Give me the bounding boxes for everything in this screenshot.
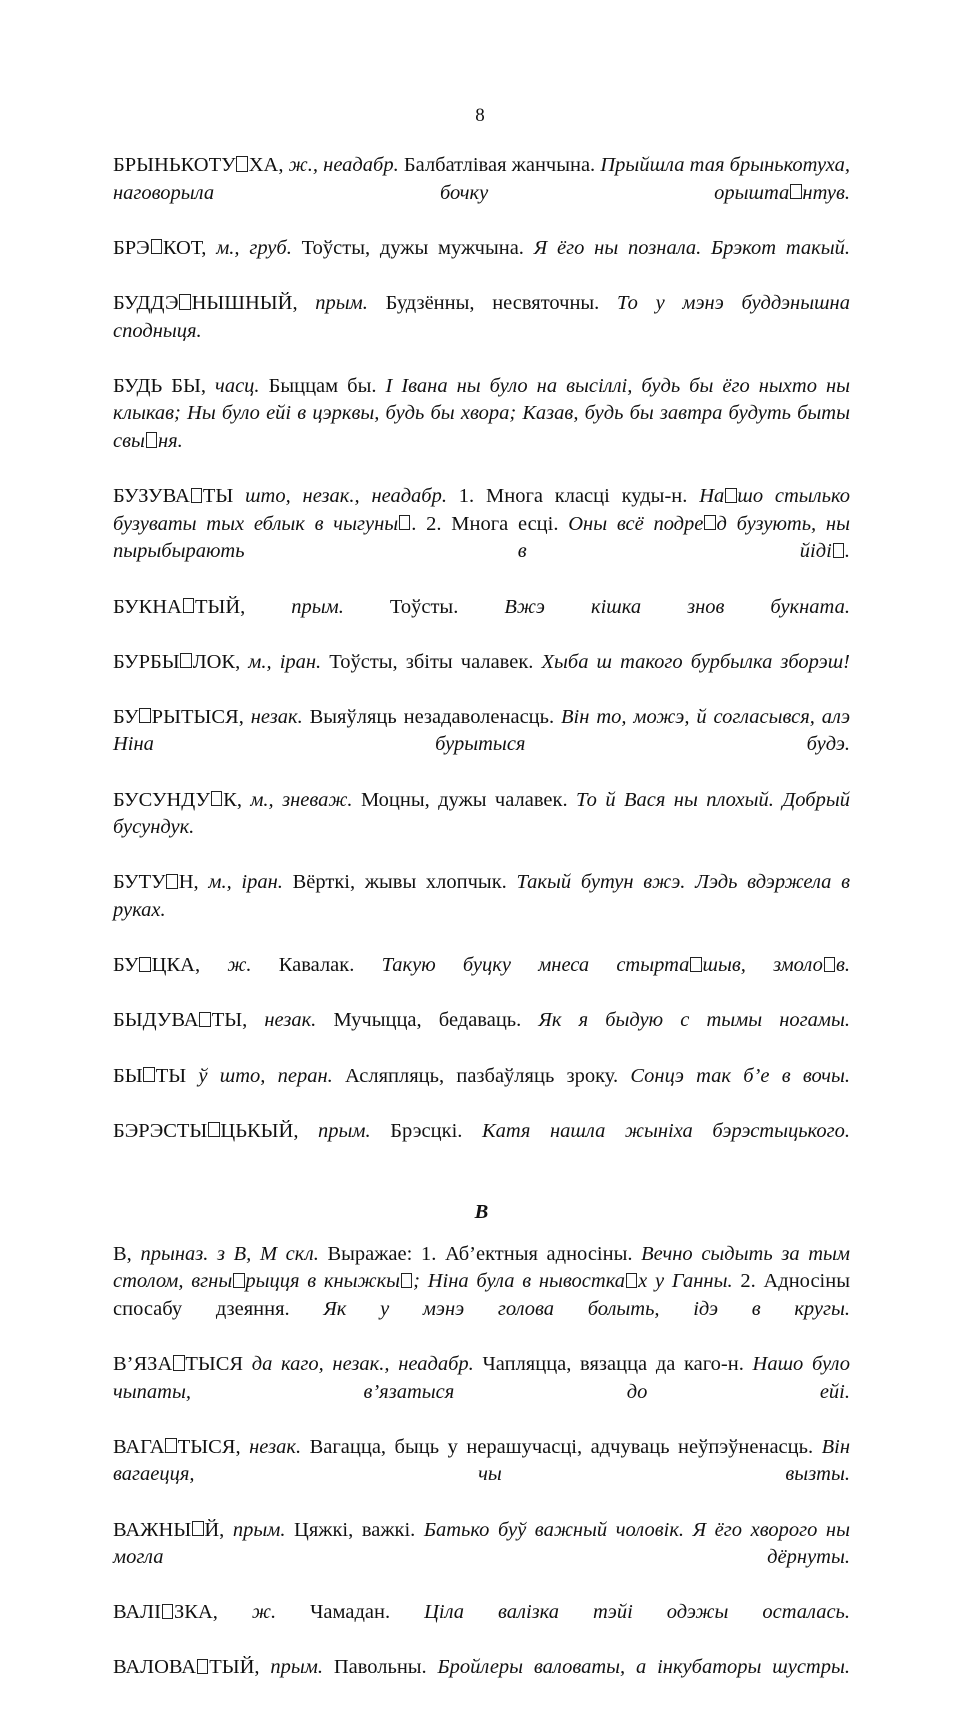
missing-glyph-box-icon [833, 543, 844, 558]
entry-headword: ТЫ, [211, 1009, 265, 1032]
missing-glyph-box-icon [401, 1273, 412, 1288]
entry-grammar-label: прым. [270, 1656, 323, 1679]
missing-glyph-box-icon [151, 239, 162, 254]
missing-glyph-box-icon [139, 957, 150, 972]
entry-example: І Івана ны було на высіллі, будь бы ёго ныхто ны клыкав; Ны було ейі в цэрквы, будь бы хвора; Казав, будь бы завтра будуть быты свы [113, 374, 851, 452]
missing-glyph-box-icon [399, 515, 410, 530]
dictionary-text-block [113, 152, 850, 1710]
entry-definition: Балбатлівая жанчына. [398, 154, 601, 176]
entry-definition: Цяжкі, важкі. [285, 1518, 424, 1541]
entry-headword: К, [223, 788, 251, 811]
entry-grammar-label: ў што, перан. [198, 1064, 333, 1087]
dictionary-entry [113, 787, 850, 870]
entry-headword: БУ [113, 954, 139, 977]
entry-example: То у мэнэ буддэнышна сподныця. [113, 291, 850, 342]
entry-headword: В, [113, 1242, 141, 1265]
missing-glyph-box-icon [162, 1604, 173, 1619]
entry-grammar-label: незак. [264, 1009, 317, 1032]
entry-headword: ВАГА [113, 1435, 165, 1458]
entry-grammar-label: м., іран. [208, 871, 283, 894]
missing-glyph-box-icon [690, 957, 701, 972]
entry-headword: Й, [204, 1518, 233, 1541]
entry-grammar-label: ж. [227, 954, 252, 977]
entry-headword: ВАЛОВА [113, 1656, 197, 1679]
dictionary-entry [113, 952, 850, 1007]
entry-example: Батько буў важный чоловік. Я ёго хворого ны могла дёрнуты. [113, 1518, 850, 1569]
entry-grammar-label: да каго, незак., неадабр. [251, 1352, 474, 1375]
entry-headword: РЫТЫСЯ, [151, 705, 251, 728]
entry-example: Вечно сыдыть за тым столом, вгны [113, 1242, 850, 1293]
dictionary-entry [113, 1063, 850, 1118]
dictionary-entry [113, 869, 850, 952]
missing-glyph-box-icon [197, 1659, 208, 1674]
entry-headword: Н, [178, 871, 209, 894]
entry-example: Такую буцку мнеса стырта [381, 954, 690, 977]
dictionary-entry [113, 290, 850, 373]
entry-grammar-label: м., зневаж. [250, 788, 353, 811]
dictionary-entry [113, 1654, 850, 1709]
entry-grammar-label: прыназ. з В, М скл. [140, 1242, 319, 1265]
entry-definition: Выяўляць незадаволенасць. [302, 705, 562, 728]
entry-example: Я ёго ны познала. Брэкот такый. [533, 236, 850, 259]
entry-example: То й Вася ны плохый. Добрый бусундук. [113, 788, 850, 839]
entry-example: в. [835, 954, 850, 977]
entry-headword: ВАЖНЫ [113, 1518, 192, 1541]
entry-example: Бройлеры валоваты, а інкубаторы шустры. [437, 1656, 850, 1679]
entry-example: Такый бутун вжэ. Лэдь вдэржела в руках. [113, 871, 851, 922]
missing-glyph-box-icon [704, 515, 715, 530]
entry-headword: БРЭ [113, 236, 150, 259]
entry-example: рыцця в кныжкы [245, 1270, 401, 1293]
missing-glyph-box-icon [191, 488, 202, 503]
missing-glyph-box-icon [146, 432, 157, 447]
missing-glyph-box-icon [180, 653, 191, 668]
entry-list-v [113, 1241, 850, 1710]
entry-headword: БУЗУВА [113, 485, 190, 508]
dictionary-entry [113, 1241, 850, 1351]
entry-headword: ТЫ [202, 485, 246, 508]
missing-glyph-box-icon [165, 1438, 176, 1453]
missing-glyph-box-icon [233, 1273, 244, 1288]
entry-example: . [844, 540, 850, 563]
entry-example: нтув. [802, 181, 850, 204]
entry-definition: Мучыцца, бедаваць. [316, 1009, 539, 1032]
entry-grammar-label: прым. [318, 1119, 371, 1142]
missing-glyph-box-icon [725, 488, 736, 503]
entry-example: Як я быдую с тымы ногамы. [538, 1009, 850, 1032]
entry-definition: 1. Многа класці куды-н. [447, 485, 700, 508]
entry-headword: ЦЬКЫЙ, [220, 1119, 319, 1142]
entry-definition: 2. Адносіны спосабу дзеяння. [113, 1270, 850, 1320]
entry-grammar-label: м., іран. [248, 650, 322, 673]
entry-headword: БЭРЭСТЫ [113, 1119, 208, 1142]
entry-grammar-label: што, незак., неадабр. [245, 485, 447, 508]
missing-glyph-box-icon [139, 708, 150, 723]
entry-definition: Тоўсты. [343, 595, 505, 618]
entry-example: х у Ганны. [638, 1270, 733, 1293]
entry-headword: НЫШНЫЙ, [191, 291, 316, 314]
entry-definition: Брэсцкі. [370, 1119, 482, 1142]
dictionary-entry [113, 235, 850, 290]
entry-definition: Вёрткі, жывы хлопчык. [282, 871, 517, 894]
entry-grammar-label: м., груб. [216, 236, 292, 259]
entry-headword: БРЫНЬКОТУ [113, 154, 236, 176]
entry-example: Прыйшла тая брынькотуха, наговорыла бочку орышта [113, 154, 851, 204]
dictionary-entry [113, 152, 850, 235]
entry-definition: Павольны. [322, 1656, 438, 1679]
missing-glyph-box-icon [143, 1067, 154, 1082]
entry-headword: БУ [113, 705, 139, 728]
entry-headword: БУСУНДУ [113, 788, 211, 811]
entry-definition: Вагацца, быць у нерашучасці, адчуваць неўпэўненасць. [301, 1435, 822, 1458]
entry-example: ня. [157, 429, 183, 452]
missing-glyph-box-icon [790, 184, 801, 199]
entry-headword: ЗКА, [174, 1601, 252, 1624]
entry-headword: БЫДУВА [113, 1009, 199, 1032]
entry-definition: Тоўсты, дужы мужчына. [291, 236, 534, 259]
entry-headword: БУРБЫ [113, 650, 180, 673]
entry-headword: ТЫСЯ, [177, 1435, 250, 1458]
entry-example: Ціла валізка тэйі одэжы осталась. [424, 1601, 851, 1624]
entry-list-b [113, 152, 850, 1173]
entry-example: шо стылько бузуваты тых еблык в чыгуны [113, 485, 851, 535]
missing-glyph-box-icon [824, 957, 835, 972]
missing-glyph-box-icon [192, 1521, 203, 1536]
missing-glyph-box-icon [626, 1273, 637, 1288]
missing-glyph-box-icon [183, 598, 194, 613]
entry-definition: Быццам бы. [259, 374, 386, 397]
entry-definition: Моцны, дужы чалавек. [352, 788, 576, 811]
missing-glyph-box-icon [173, 1355, 184, 1370]
dictionary-entry [113, 1599, 850, 1654]
entry-headword: ТЫСЯ [185, 1352, 252, 1375]
missing-glyph-box-icon [211, 791, 222, 806]
entry-grammar-label: прым. [291, 595, 344, 618]
entry-headword: БЫ [113, 1064, 143, 1087]
entry-grammar-label: прым. [315, 291, 368, 314]
entry-grammar-label: ж. [251, 1601, 277, 1624]
dictionary-entry [113, 649, 850, 704]
entry-headword: БУКНА [113, 595, 182, 618]
entry-definition: . 2. Многа есці. [411, 512, 569, 535]
entry-definition: Чамадан. [276, 1601, 425, 1624]
entry-headword: ЦКА, [151, 954, 228, 977]
entry-headword: ЛОК, [192, 650, 249, 673]
entry-example: Нашо було чыпаты, в’язатыся до ейі. [113, 1352, 850, 1403]
dictionary-entry [113, 594, 850, 649]
entry-definition: Тоўсты, збіты чалавек. [321, 650, 542, 673]
entry-definition: Асляпляць, пазбаўляць зроку. [332, 1064, 631, 1087]
entry-headword: БУДДЭ [113, 291, 179, 314]
dictionary-entry [113, 1434, 850, 1517]
dictionary-entry [113, 1351, 850, 1434]
entry-grammar-label: прым. [232, 1518, 286, 1541]
missing-glyph-box-icon [208, 1122, 219, 1137]
entry-headword: ТЫ [155, 1064, 199, 1087]
entry-definition: Чапляцца, вязацца да каго-н. [473, 1352, 753, 1375]
entry-grammar-label: часц. [215, 374, 260, 397]
entry-definition: Выражае: 1. Аб’ектныя адносіны. [318, 1242, 642, 1265]
dictionary-entry [113, 704, 850, 787]
missing-glyph-box-icon [199, 1012, 210, 1027]
entry-example: ; Ніна була в нывостка [413, 1270, 626, 1293]
entry-headword: БУДЬ БЫ, [113, 374, 216, 397]
missing-glyph-box-icon [166, 874, 177, 889]
page-number: 8 [475, 105, 485, 126]
entry-headword: В’ЯЗА [113, 1352, 173, 1375]
entry-example: Сонцэ так б’е в вочы. [630, 1064, 850, 1087]
entry-example: Як у мэнэ голова болыть, ідэ в кругы. [323, 1297, 850, 1320]
entry-grammar-label: ж., неадабр. [288, 154, 399, 176]
entry-headword: ХА, [248, 154, 289, 176]
dictionary-entry [113, 483, 850, 593]
entry-example: Катя нашла жыніха бэрэстыцького. [481, 1119, 850, 1142]
entry-example: д бузують, ны пырыбырають в йіді [113, 512, 850, 563]
missing-glyph-box-icon [236, 156, 247, 171]
entry-headword: ВАЛІ [113, 1601, 161, 1624]
entry-example: Оны всё подре [568, 512, 704, 535]
entry-headword: КОТ, [162, 236, 217, 259]
entry-example: На [699, 485, 725, 508]
dictionary-entry [113, 1118, 850, 1173]
entry-example: шыв, змоло [702, 954, 823, 977]
entry-example: Він то, можэ, й согласывся, алэ Ніна бурытыся будэ. [113, 705, 851, 756]
entry-example: Хыба ш такого бурбылка зборэш! [541, 650, 850, 673]
entry-grammar-label: незак. [250, 705, 303, 728]
entry-example: Він вагаецця, чы вызты. [113, 1435, 850, 1486]
entry-headword: ТЫЙ, [209, 1656, 271, 1679]
section-letter-heading: В [474, 1200, 489, 1223]
dictionary-entry [113, 373, 850, 483]
entry-headword: ТЫЙ, [194, 595, 292, 618]
entry-headword: БУТУ [113, 871, 166, 894]
dictionary-entry [113, 1007, 850, 1062]
dictionary-entry [113, 1517, 850, 1600]
entry-definition: Кавалак. [251, 954, 382, 977]
entry-definition: Будзённы, несвяточны. [367, 291, 618, 314]
entry-example: Вжэ кішка знов букната. [504, 595, 850, 618]
missing-glyph-box-icon [179, 294, 190, 309]
entry-grammar-label: незак. [249, 1435, 302, 1458]
